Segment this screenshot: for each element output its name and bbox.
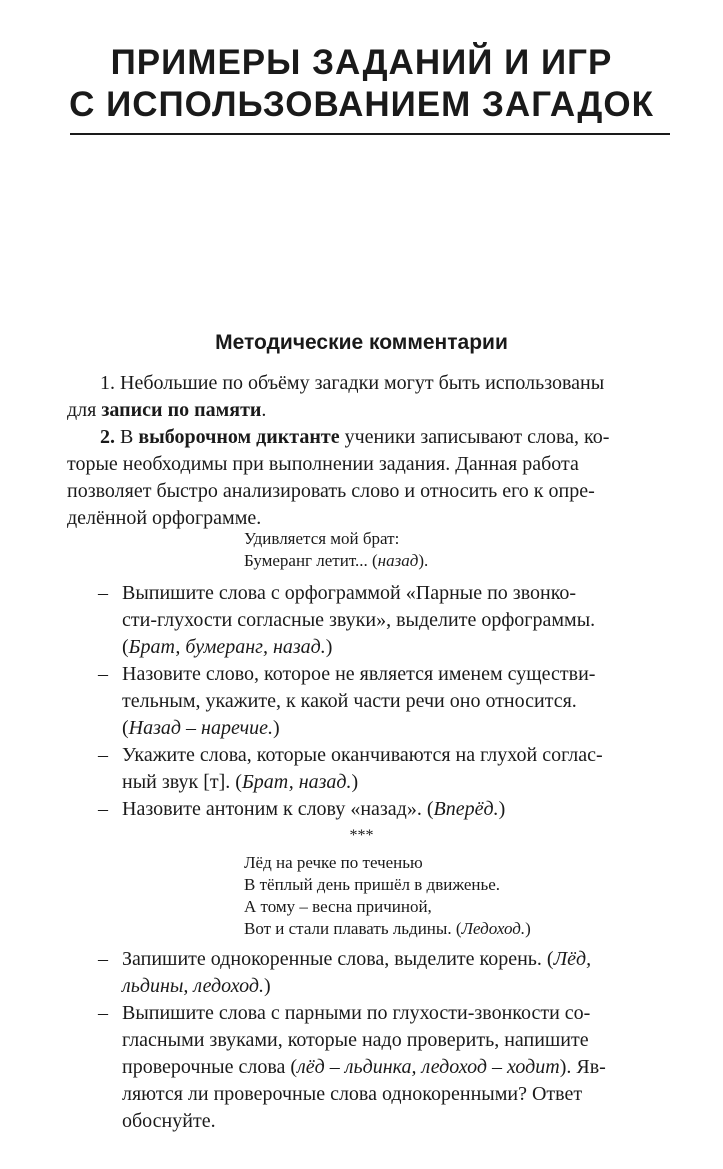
item-2-line-2: торые необходимы при выполнении задания. Данная работа (67, 453, 579, 475)
task-6-dash: – (98, 1002, 108, 1024)
task-5-dash: – (98, 948, 108, 970)
riddle-2-line-3: А тому – весна причиной, (244, 897, 432, 916)
riddle-2-line-1: Лёд на речке по теченью (244, 853, 423, 872)
task-4-line-1: Назовите антоним к слову «назад». (Вперёд.) (122, 798, 506, 820)
riddle-1-line-2: Бумеранг летит... (назад). (244, 551, 429, 570)
task-2-line-1: Назовите слово, которое не является именем существи- (122, 663, 596, 685)
item-2-number: 2. (100, 426, 115, 448)
chapter-title-line-2: С ИСПОЛЬЗОВАНИЕМ ЗАГАДОК (69, 85, 654, 124)
riddle-1-line-1: Удивляется мой брат: (244, 529, 400, 548)
task-3-line-2: ный звук [т]. (Брат, назад.) (122, 771, 359, 793)
task-1-dash: – (98, 582, 108, 604)
riddle-2-answer: Ледоход. (461, 919, 526, 938)
title-divider (70, 133, 670, 135)
chapter-title-line-1: ПРИМЕРЫ ЗАДАНИЙ И ИГР (110, 43, 613, 82)
item-2-line-4: делённой орфограмме. (67, 507, 262, 529)
task-6-line-3: проверочные слова (лёд – льдинка, ледоход – ходит). Яв- (122, 1056, 606, 1078)
task-3-dash: – (98, 744, 108, 766)
task-4-dash: – (98, 798, 108, 820)
task-6-line-5: обоснуйте. (122, 1110, 216, 1132)
riddle-1-answer: назад (377, 551, 419, 570)
task-6-answer: лёд – льдинка, ледоход – ходит (297, 1056, 560, 1078)
item-2-line-1: 2. В выборочном диктанте ученики записывают слова, ко- (100, 426, 610, 448)
task-6-line-2: гласными звуками, которые надо проверить, напишите (122, 1029, 589, 1051)
item-2-line-3: позволяет быстро анализировать слово и относить его к опре- (67, 480, 595, 502)
task-6-line-1: Выпишите слова с парными по глухости-звонкости со- (122, 1002, 591, 1024)
item-1-line-1: 1. Небольшие по объёму загадки могут быть использованы (100, 372, 605, 394)
riddle-2-line-2: В тёплый день пришёл в движенье. (244, 875, 501, 894)
task-2-dash: – (98, 663, 108, 685)
riddle-2-line-4: Вот и стали плавать льдины. (Ледоход.) (244, 919, 531, 938)
term-memory-writing: записи по памяти (101, 399, 262, 421)
task-6-line-4: ляются ли проверочные слова однокоренными? Ответ (122, 1083, 583, 1105)
item-1-number: 1. (100, 372, 115, 394)
separator-asterisks: *** (349, 827, 374, 844)
section-title: Методические комментарии (215, 331, 508, 354)
task-5-answer-end: льдины, ледоход. (122, 975, 264, 997)
task-1-answer: Брат, бумеранг, назад. (128, 636, 326, 658)
task-4-answer: Вперёд. (433, 798, 499, 820)
task-1-line-1: Выпишите слова с орфограммой «Парные по звонко- (122, 582, 577, 604)
task-2-line-2: тельным, укажите, к какой части речи оно относится. (122, 690, 577, 712)
task-3-answer: Брат, назад. (241, 771, 352, 793)
task-2-answer: Назад – наречие. (128, 717, 273, 739)
task-5-answer-start: Лёд, (553, 948, 592, 970)
task-3-line-1: Укажите слова, которые оканчиваются на глухой соглас- (122, 744, 603, 766)
task-5-line-1: Запишите однокоренные слова, выделите корень. (Лёд, (122, 948, 592, 970)
task-2-line-3: (Назад – наречие.) (122, 717, 280, 739)
task-5-line-2: льдины, ледоход.) (122, 975, 271, 997)
task-1-line-3: (Брат, бумеранг, назад.) (122, 636, 333, 658)
term-selective-dictation: выборочном диктанте (138, 426, 340, 448)
task-1-line-2: сти-глухости согласные звуки», выделите орфограммы. (122, 609, 596, 631)
item-1-line-2: для записи по памяти. (67, 399, 267, 421)
